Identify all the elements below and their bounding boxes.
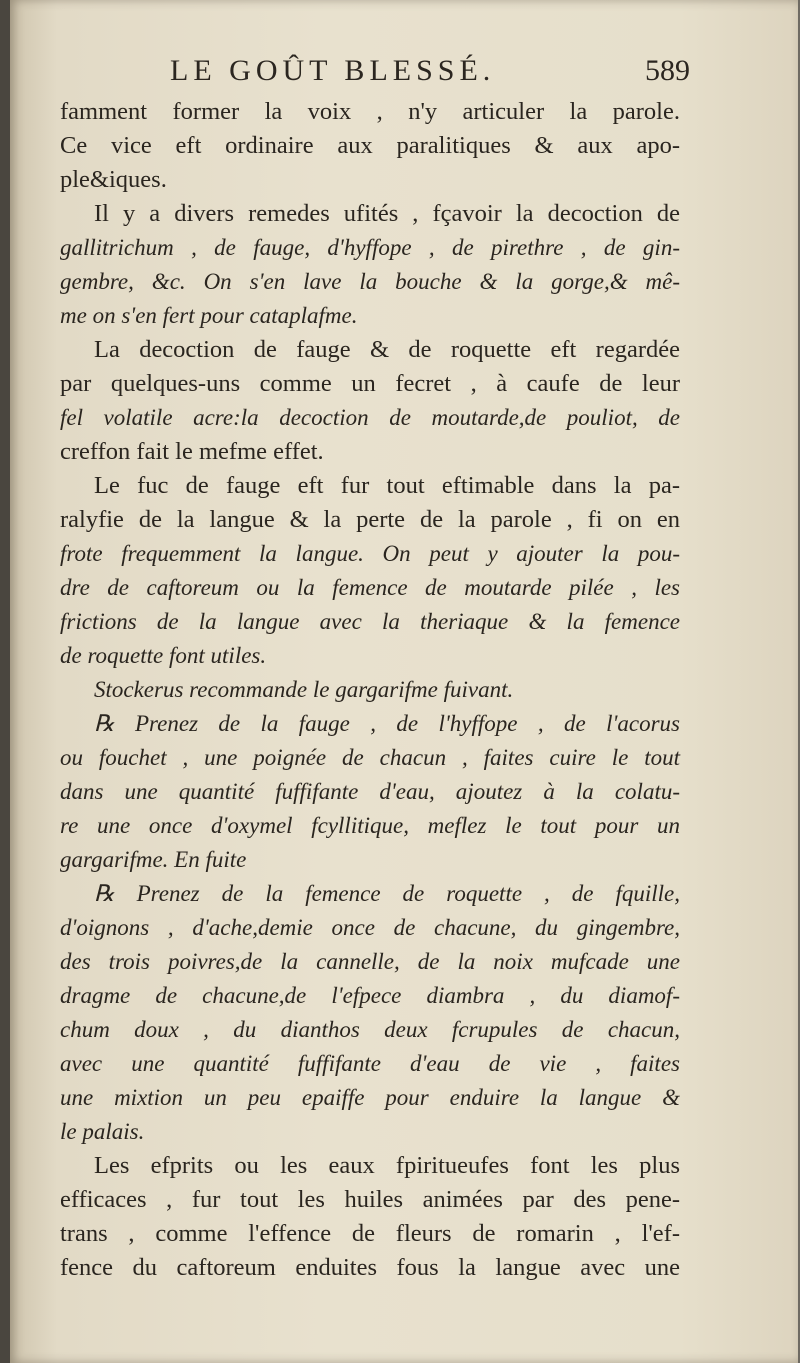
text-line: Ce vice eft ordinaire aux paralitiques & aux apo- — [60, 132, 680, 159]
text-line: gembre, &c. On s'en lave la bouche & la gorge,& mê- — [60, 269, 680, 294]
text-line: avec une quantité fuffifante d'eau de vie , faites — [60, 1051, 680, 1076]
text-line: La decoction de fauge & de roquette eft regardée — [94, 336, 680, 363]
text-line: une mixtion un peu epaiffe pour enduire la langue & — [60, 1085, 680, 1110]
text-line: efficaces , fur tout les huiles animées par des pene- — [60, 1186, 680, 1213]
text-line: le palais. — [60, 1119, 145, 1144]
text-line: dre de caftoreum ou la femence de moutarde pilée , les — [60, 575, 680, 600]
text-line: ℞ Prenez de la femence de roquette , de fquille, — [94, 881, 680, 906]
text-line: d'oignons , d'ache,demie once de chacune, du gingembre, — [60, 915, 680, 940]
body-text — [60, 95, 680, 1285]
text-line: frote frequemment la langue. On peut y ajouter la pou- — [60, 541, 680, 566]
text-line: trans , comme l'effence de fleurs de romarin , l'ef- — [60, 1220, 680, 1247]
text-line: chum doux , du dianthos deux fcrupules de chacun, — [60, 1017, 680, 1042]
text-line: Le fuc de fauge eft fur tout eftimable dans la pa- — [94, 472, 680, 499]
running-title: LE GOÛT BLESSÉ. — [170, 54, 496, 87]
page-header — [170, 52, 690, 96]
book-page — [10, 0, 798, 1363]
text-line: me on s'en fert pour cataplafme. — [60, 303, 358, 328]
text-line: fel volatile acre:la decoction de moutarde,de pouliot, de — [60, 405, 680, 430]
text-line: Les efprits ou les eaux fpiritueufes font les plus — [94, 1152, 680, 1179]
text-line: dragme de chacune,de l'efpece diambra , du diamof- — [60, 983, 680, 1008]
text-line: dans une quantité fuffifante d'eau, ajoutez à la colatu- — [60, 779, 680, 804]
text-line: ple&iques. — [60, 166, 167, 193]
text-line: frictions de la langue avec la theriaque & la femence — [60, 609, 680, 634]
text-line: re une once d'oxymel fcyllitique, meflez le tout pour un — [60, 813, 680, 838]
text-line: gargarifme. En fuite — [60, 847, 247, 872]
text-line: de roquette font utiles. — [60, 643, 267, 668]
text-line: creffon fait le mefme effet. — [60, 438, 324, 465]
text-line: famment former la voix , n'y articuler la parole. — [60, 98, 680, 125]
text-line: ou fouchet , une poignée de chacun , faites cuire le tout — [60, 745, 680, 770]
text-line: fence du caftoreum enduites fous la langue avec une — [60, 1254, 680, 1281]
text-line: par quelques-uns comme un fecret , à caufe de leur — [60, 370, 680, 397]
text-line: ralyfie de la langue & la perte de la parole , fi on en — [60, 506, 680, 533]
text-line: ℞ Prenez de la fauge , de l'hyffope , de l'acorus — [94, 711, 680, 736]
text-line: gallitrichum , de fauge, d'hyffope , de pirethre , de gin- — [60, 235, 680, 260]
page-number: 589 — [645, 54, 690, 87]
text-line: des trois poivres,de la cannelle, de la noix mufcade une — [60, 949, 680, 974]
page-gutter — [0, 0, 10, 1363]
text-line: Stockerus recommande le gargarifme fuivant. — [94, 677, 514, 702]
text-line: Il y a divers remedes ufités , fçavoir la decoction de — [94, 200, 680, 227]
